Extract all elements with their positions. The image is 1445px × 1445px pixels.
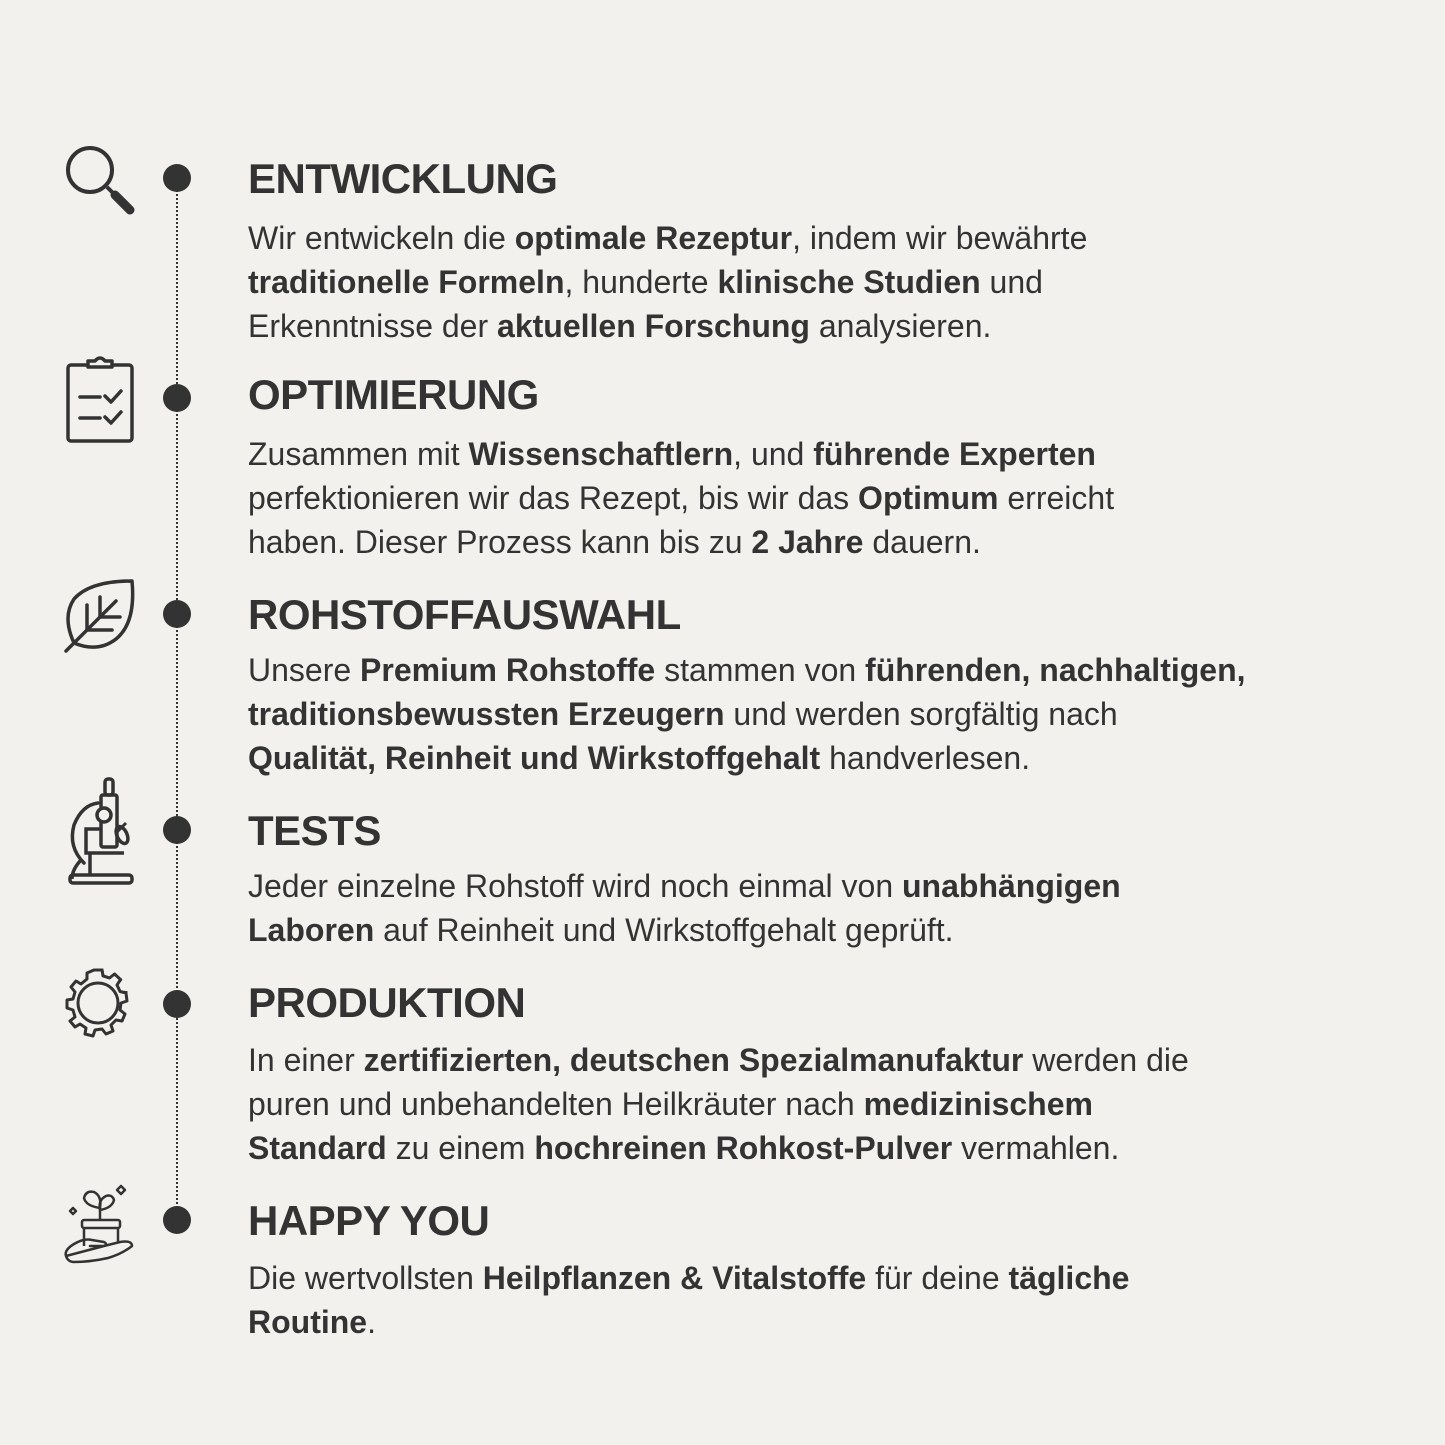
- emphasized-text: Standard: [248, 1130, 387, 1166]
- text: Erkenntnisse der: [248, 308, 498, 344]
- text: , indem wir bewährte: [792, 220, 1088, 256]
- description-line: [248, 1126, 1408, 1170]
- emphasized-text: medizinischem: [863, 1086, 1093, 1122]
- step-title: HAPPY YOU: [248, 1197, 490, 1244]
- text: , und: [733, 436, 814, 472]
- emphasized-text: klinische Studien: [717, 264, 981, 300]
- text: und werden sorgfältig nach: [724, 696, 1118, 732]
- clipboard-checklist-icon: [60, 355, 140, 445]
- step-title: TESTS: [248, 807, 381, 854]
- description-line: [248, 520, 1408, 564]
- description-line: [248, 864, 1408, 908]
- text: In einer: [248, 1042, 364, 1078]
- timeline-dot: [163, 816, 191, 844]
- emphasized-text: Wissenschaftlern: [468, 436, 734, 472]
- timeline-dotted-line: [176, 178, 178, 1220]
- step-title: PRODUKTION: [248, 979, 526, 1026]
- text: Die wertvollsten: [248, 1260, 483, 1296]
- emphasized-text: Heilpflanzen & Vitalstoffe: [482, 1260, 867, 1296]
- gear-icon: [60, 966, 140, 1042]
- description-line: [248, 648, 1408, 692]
- description-line: [248, 304, 1408, 348]
- timeline-dot: [163, 1206, 191, 1234]
- step-title: ROHSTOFFAUSWAHL: [248, 591, 681, 638]
- description-line: [248, 1256, 1408, 1300]
- leaf-icon: [60, 577, 140, 657]
- step-description: [248, 648, 1408, 780]
- emphasized-text: tägliche: [1008, 1260, 1130, 1296]
- text: Jeder einzelne Rohstoff wird noch einmal von: [248, 868, 902, 904]
- text: , hunderte: [564, 264, 718, 300]
- emphasized-text: führenden, nachhaltigen,: [865, 652, 1246, 688]
- emphasized-text: Optimum: [858, 480, 999, 516]
- description-line: [248, 476, 1408, 520]
- timeline-dot: [163, 384, 191, 412]
- text: haben. Dieser Prozess kann bis zu: [248, 524, 752, 560]
- text: dauern.: [863, 524, 981, 560]
- step-description: [248, 864, 1408, 952]
- emphasized-text: zertifizierten, deutschen Spezialmanufaktur: [363, 1042, 1024, 1078]
- description-line: [248, 1038, 1408, 1082]
- step-description: [248, 432, 1408, 564]
- magnifying-glass-icon: [60, 140, 140, 220]
- microscope-icon: [60, 775, 140, 890]
- timeline-dot: [163, 990, 191, 1018]
- step-title: OPTIMIERUNG: [248, 371, 539, 418]
- text: für deine: [866, 1260, 1009, 1296]
- description-line: [248, 1082, 1408, 1126]
- text: perfektionieren wir das Rezept, bis wir das: [248, 480, 859, 516]
- step-description: [248, 1256, 1408, 1344]
- text: puren und unbehandelten Heilkräuter nach: [248, 1086, 864, 1122]
- emphasized-text: Routine: [248, 1304, 368, 1340]
- text: zu einem: [386, 1130, 535, 1166]
- emphasized-text: traditionelle Formeln: [248, 264, 565, 300]
- description-line: [248, 692, 1408, 736]
- text: erreicht: [998, 480, 1115, 516]
- emphasized-text: 2 Jahre: [751, 524, 864, 560]
- text: handverlesen.: [820, 740, 1031, 776]
- text: Unsere: [248, 652, 361, 688]
- emphasized-text: Premium Rohstoffe: [360, 652, 656, 688]
- text: Zusammen mit: [248, 436, 469, 472]
- step-description: [248, 1038, 1408, 1170]
- emphasized-text: traditionsbewussten Erzeugern: [248, 696, 725, 732]
- step-title: ENTWICKLUNG: [248, 155, 558, 202]
- description-line: [248, 216, 1408, 260]
- description-line: [248, 432, 1408, 476]
- hand-holding-plant-jar-icon: [60, 1178, 140, 1268]
- description-line: [248, 1300, 1408, 1344]
- emphasized-text: aktuellen Forschung: [497, 308, 810, 344]
- timeline-dot: [163, 600, 191, 628]
- description-line: [248, 260, 1408, 304]
- text: auf Reinheit und Wirkstoffgehalt geprüft.: [374, 912, 954, 948]
- text: .: [367, 1304, 376, 1340]
- emphasized-text: Qualität, Reinheit und Wirkstoffgehalt: [248, 740, 821, 776]
- timeline-dot: [163, 164, 191, 192]
- emphasized-text: unabhängigen: [902, 868, 1121, 904]
- text: Wir entwickeln die: [248, 220, 515, 256]
- description-line: [248, 736, 1408, 780]
- emphasized-text: hochreinen Rohkost-Pulver: [534, 1130, 953, 1166]
- text: und: [980, 264, 1043, 300]
- text: analysieren.: [809, 308, 992, 344]
- step-description: [248, 216, 1408, 348]
- emphasized-text: optimale Rezeptur: [514, 220, 793, 256]
- description-line: [248, 908, 1408, 952]
- text: werden die: [1023, 1042, 1189, 1078]
- emphasized-text: Laboren: [248, 912, 375, 948]
- text: stammen von: [655, 652, 866, 688]
- emphasized-text: führende Experten: [813, 436, 1096, 472]
- text: vermahlen.: [952, 1130, 1120, 1166]
